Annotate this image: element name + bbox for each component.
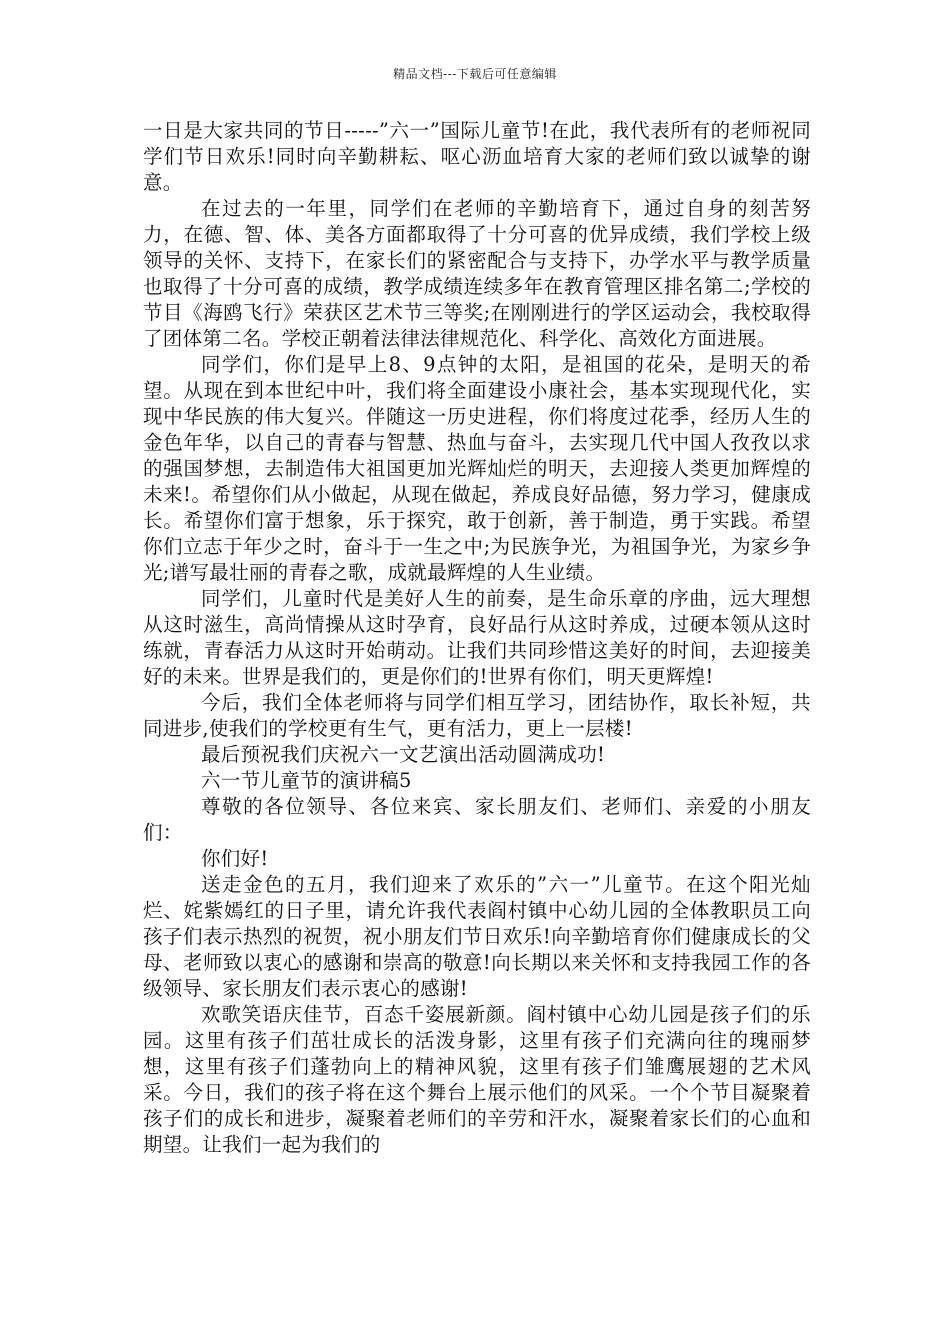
paragraph-6: 最后预祝我们庆祝六一文艺演出活动圆满成功! [201,743,606,766]
paragraph-1: 一日是大家共同的节日-----”六一”国际儿童节!在此，我代表所有的老师祝同学们节日欢乐!同时向辛勤耕耘、呕心沥血培育大家的老师们致以诚挚的谢意。 [143,119,811,194]
paragraph-5: 今后，我们全体老师将与同学们相互学习，团结协作，取长补短，共同进步,使我们的学校更有生气，更有活力，更上一层楼! [143,691,811,740]
section-title: 六一节儿童节的演讲稿5 [201,769,412,792]
paragraph-4: 同学们，儿童时代是美好人生的前奏，是生命乐章的序曲，远大理想从这时滋生，高尚情操从这时孕育，良好品行从这时养成，过硬本领从这时练就，青春活力从这时开始萌动。让我们共同珍惜这美好的时间，去迎接美好的未来。世界是我们的，更是你们的!世界有你们，明天更辉煌! [143,587,811,688]
paragraph-2: 在过去的一年里，同学们在老师的辛勤培育下，通过自身的刻苦努力，在德、智、体、美各方面都取得了十分可喜的优异成绩，我们学校上级领导的关怀、支持下，在家长们的紧密配合与支持下，办学水平与教学质量也取得了十分可喜的成绩，教学成绩连续多年在教育管理区排名第二;学校的节目《海鸥飞行》荣获区艺术节三等奖;在刚刚进行的学区运动会，我校取得了团体第二名。学校正朝着法律法律规范化、科学化、高效化方面进展。 [143,197,811,350]
paragraph-7: 送走金色的五月，我们迎来了欢乐的”六一”儿童节。在这个阳光灿烂、姹紫嫣红的日子里，请允许我代表阎村镇中心幼儿园的全体教职员工向孩子们表示热烈的祝贺，祝小朋友们节日欢乐!向辛勤培育你们健康成长的父母、老师致以衷心的感谢和崇高的敬意!向长期以来关怀和支持我园工作的各级领导、家长朋友们表示衷心的感谢! [143,873,811,1000]
greeting: 你们好! [201,847,269,870]
paragraph-3: 同学们，你们是早上8、9点钟的太阳，是祖国的花朵，是明天的希望。从现在到本世纪中叶，我们将全面建设小康社会，基本实现现代化，实现中华民族的伟大复兴。伴随这一历史进程，你们将度过花季，经历人生的金色年华，以自己的青春与智慧、热血与奋斗，去实现几代中国人孜孜以求的强国梦想，去制造伟大祖国更加光辉灿烂的明天，去迎接人类更加辉煌的未来!。希望你们从小做起，从现在做起，养成良好品德，努力学习，健康成长。希望你们富于想象，乐于探究，敢于创新，善于制造，勇于实践。希望你们立志于年少之时，奋斗于一生之中;为民族争光，为祖国争光，为家乡争光;谱写最壮丽的青春之歌，成就最辉煌的人生业绩。 [143,353,811,584]
paragraph-8: 欢歌笑语庆佳节，百态千姿展新颜。阎村镇中心幼儿园是孩子们的乐园。这里有孩子们茁壮成长的活泼身影，这里有孩子们充满向往的瑰丽梦想，这里有孩子们蓬勃向上的精神风貌，这里有孩子们雏鹰展翅的艺术风采。今日，我们的孩子将在这个舞台上展示他们的风采。一个个节目凝聚着孩子们的成长和进步，凝聚着老师们的辛劳和汗水，凝聚着家长们的心血和期望。让我们一起为我们的 [143,1003,811,1156]
document-body [143,118,811,1158]
salutation: 尊敬的各位领导、各位来宾、家长朋友们、老师们、亲爱的小朋友们： [143,795,811,844]
page-header: 精品文档---下载后可任意编辑 [393,67,557,81]
